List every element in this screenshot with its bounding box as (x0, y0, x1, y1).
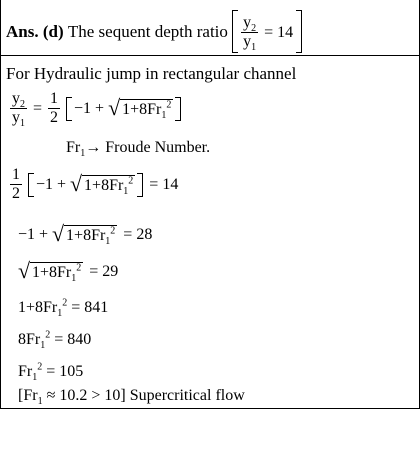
equation-6: $8Fr_1^2 = 840$ (18, 329, 92, 352)
equation-1: $\frac{y_2}{y_1}$ = $\frac{1}{2}$ −1 + √ $1+8Fr_1^2$ (10, 90, 181, 127)
conclusion: $[Fr_1 \approx 10.2 > 10]$ Supercritical flow (18, 387, 245, 408)
ratio-bracket (232, 10, 302, 53)
equation-5: $1+8Fr_1^2 = 841$ (18, 297, 109, 320)
intro-text: For Hydraulic jump in rectangular channel (6, 64, 297, 83)
ratio-fraction: $\frac{y_2}{y_1}$ (243, 14, 257, 54)
answer-label: Ans. (d) (6, 21, 64, 41)
answer-line (6, 10, 302, 53)
equation-2: $\frac{1}{2}$ −1 + √ $1+8Fr_1^2$ = 14 (12, 166, 179, 202)
divider-line (0, 55, 419, 56)
equation-7: $Fr_1^2 = 105$ (18, 361, 84, 384)
equation-4: √ $1+8Fr_1^2$ = 29 (18, 258, 119, 285)
ratio-value: = 14 (264, 23, 294, 41)
equation-3: −1 + √ $1+8Fr_1^2$ = 28 (18, 221, 153, 248)
answer-text: The sequent depth ratio (67, 21, 228, 41)
froude-note: $Fr_1\to$ Froude Number. (66, 139, 211, 160)
